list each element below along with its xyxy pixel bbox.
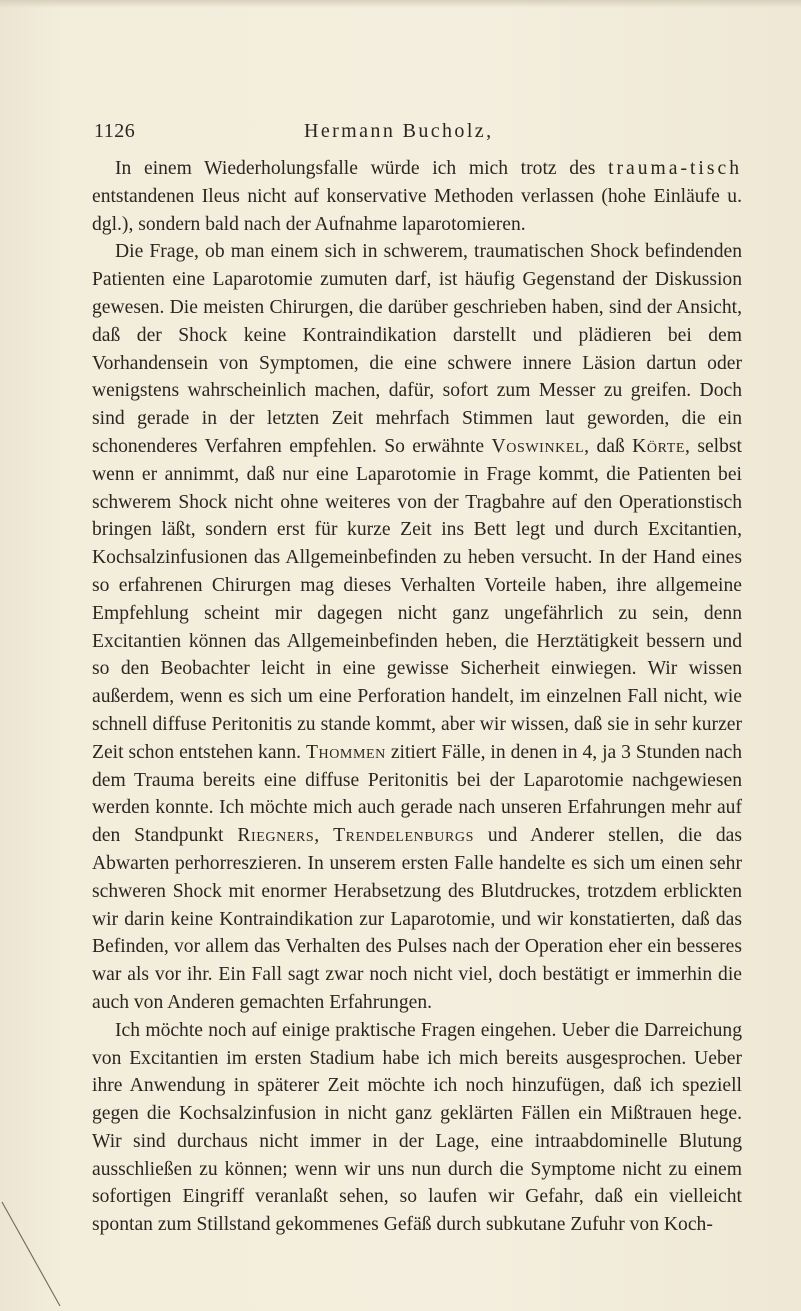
text-run: Die Frage, ob man einem sich in schwerem, traumatischen Shock befindenden Patienten eine Laparotomie zumuten darf, ist häufig Gegenstand der Diskussion gewesen. Die meisten Chirurgen, die darüber geschrieben haben, sind der Ansicht, daß der Shock keine Kontraindikation darstellt und plädieren bei dem Vorhandensein von Symptomen, die eine schwere innere Läsion dartun oder wenigstens wahrscheinlich machen, dafür, sofort zum Messer zu greifen. Doch sind gerade in der letzten Zeit mehrfach Stimmen laut geworden, die ein schonenderes Verfahren empfehlen. So erwähnte (92, 241, 742, 457)
text-run: , (314, 825, 334, 847)
text-run: zitiert Fälle, in denen in 4, ja 3 Stunden nach dem Trauma bereits eine diffuse Peritonitis bei der Laparotomie nachgewiesen werden konnte. Ich möchte mich auch gerade nach unseren Erfahrungen mehr auf den Standpunkt (92, 741, 742, 847)
paragraph (92, 238, 742, 1016)
paragraph (92, 1017, 742, 1239)
text-run: In einem Wiederholungsfalle würde ich mich trotz des (115, 158, 609, 179)
author-name: Riegners (237, 825, 315, 847)
running-head: Hermann Bucholz, (304, 120, 494, 142)
author-name: Thommen (305, 741, 386, 763)
emphasized-text: trauma-tisch (608, 158, 742, 179)
corner-pencil-mark (0, 1200, 70, 1311)
page-number: 1126 (94, 120, 136, 142)
page-header (94, 120, 744, 150)
text-run: und Anderer stellen, die das Abwarten perhorreszieren. In unserem ersten Falle handelte es sich um einen sehr schweren Shock mit enormer Herabsetzung des Blutdruckes, trotzdem erblickten wir darin keine Kontraindikation zur Laparotomie, und wir konstatierten, daß das Befinden, vor allem das Verhalten des Pulses nach der Operation eher ein besseres war als vor ihr. Ein Fall sagt zwar noch nicht viel, doch bestätigt er immerhin die auch von Anderen gemachten Erfahrungen. (92, 825, 742, 1013)
body-text (92, 155, 742, 1239)
author-name: Körte (632, 435, 686, 457)
text-run: , selbst wenn er annimmt, daß nur eine Laparotomie in Frage kommt, die Patienten bei schwerem Shock nicht ohne weiteres von der Tragbahre auf den Operationstisch bringen läßt, sondern erst für kurze Zeit ins Bett legt und durch Excitantien, Kochsalzinfusionen das Allgemeinbefinden zu heben versucht. In der Hand eines so erfahrenen Chirurgen mag dieses Verhalten Vorteile haben, ihre allgemeine Empfehlung scheint mir dagegen nicht ganz ungefährlich zu sein, denn Excitantien können das Allgemeinbefinden heben, die Herztätigkeit bessern und so den Beobachter leicht in eine gewisse Sicherheit einwiegen. Wir wissen außerdem, wenn es sich um eine Perforation handelt, im einzelnen Fall nicht, wie schnell diffuse Peritonitis zu stande kommt, aber wir wissen, daß sie in sehr kurzer Zeit schon entstehen kann. (92, 435, 742, 763)
text-run: Ich möchte noch auf einige praktische Fragen eingehen. Ueber die Darreichung von Excitantien im ersten Stadium habe ich mich bereits ausgesprochen. Ueber ihre Anwendung in späterer Zeit möchte ich noch hinzufügen, daß ich speziell gegen die Kochsalzinfusion in nicht ganz geklärten Fällen ein Mißtrauen hege. Wir sind durchaus nicht immer in der Lage, eine intraabdominelle Blutung ausschließen zu können; wenn wir uns nun durch die Symptome nicht zu einem sofortigen Eingriff veranlaßt sehen, so laufen wir Gefahr, daß ein vielleicht spontan zum Stillstand gekommenes Gefäß durch subkutane Zufuhr von Koch- (92, 1019, 742, 1236)
text-run: entstandenen Ileus nicht auf konservative Methoden verlassen (hohe Einläufe u. dgl.), sondern bald nach der Aufnahme laparotomieren. (92, 185, 742, 235)
author-name: Voswinkel (491, 435, 585, 457)
author-name: Trendelenburgs (333, 825, 475, 847)
text-run: , daß (584, 435, 633, 457)
page-top-shadow (0, 0, 801, 8)
paragraph (92, 155, 742, 238)
